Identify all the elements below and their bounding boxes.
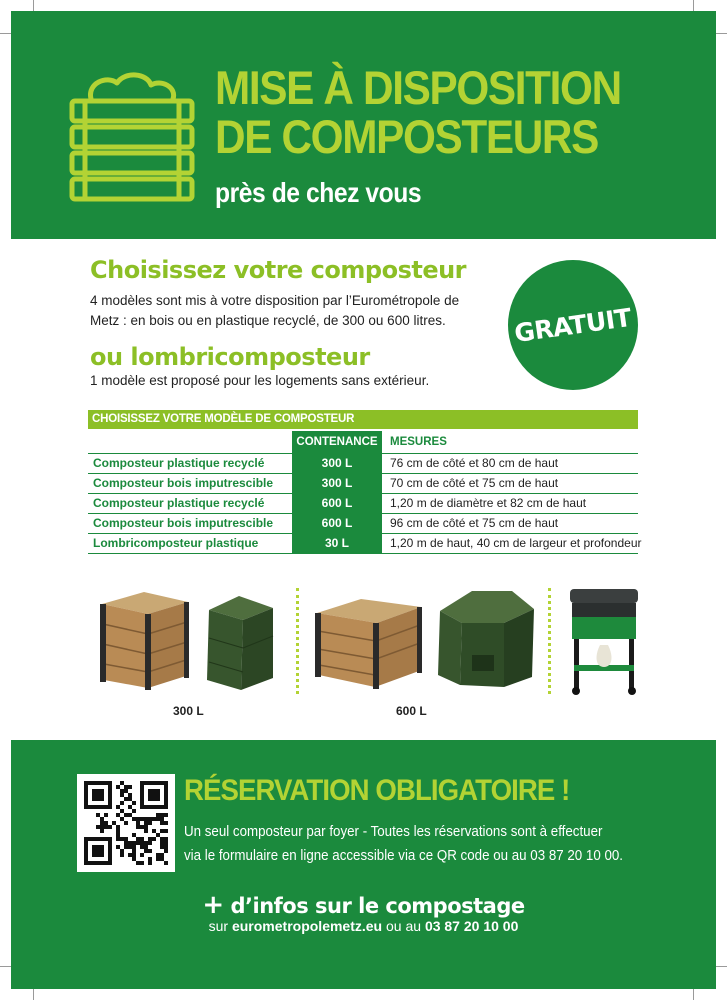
heading-choose-composter: Choisissez votre composteur (90, 256, 467, 284)
table-row (88, 534, 642, 554)
plastic-composter-600-image (432, 585, 538, 691)
qr-code-image (84, 781, 168, 865)
row-name: Lombricomposteur plastique (93, 536, 259, 550)
heading-lombricomposteur: ou lombricomposteur (90, 343, 370, 371)
table-title: CHOISISSEZ VOTRE MODÈLE DE COMPOSTEUR (88, 410, 638, 429)
row-capacity: 600 L (292, 514, 382, 533)
table-header-capacity: CONTENANCE (292, 431, 382, 453)
website-link[interactable]: eurometropolemetz.eu (231, 918, 383, 934)
row-name: Composteur plastique recyclé (93, 496, 265, 510)
worm-composter-image (566, 585, 642, 697)
reservation-title: RÉSERVATION OBLIGATOIRE ! (184, 774, 570, 807)
plastic-composter-300-image (203, 592, 277, 694)
table-row (88, 474, 638, 494)
wood-composter-600-image (313, 595, 425, 690)
intro-text-2: 1 modèle est proposé pour les logements sans extérieur. (90, 373, 430, 388)
more-info-heading: + d’infos sur le compostage (202, 890, 525, 920)
row-name: Composteur bois imputrescible (93, 516, 274, 530)
separator-dots (548, 588, 554, 694)
row-measures: 76 cm de côté et 80 cm de haut (390, 456, 559, 470)
row-measures: 96 cm de côté et 75 cm de haut (390, 516, 559, 530)
caption-300l: 300 L (173, 704, 204, 718)
row-capacity: 300 L (292, 474, 382, 493)
plus-icon: + (202, 890, 224, 920)
row-measures: 1,20 m de diamètre et 82 cm de haut (390, 496, 587, 510)
phone-number[interactable]: 03 87 20 10 00 (424, 918, 519, 934)
qr-code[interactable] (77, 774, 175, 872)
separator-dots (296, 588, 302, 694)
header-banner (11, 11, 716, 239)
composter-icon (69, 69, 199, 209)
contact-line: sur eurometropolemetz.eu ou au 03 87 20 10 00 (208, 918, 519, 934)
footer-banner (11, 740, 716, 989)
intro-text-1: 4 modèles sont mis à votre disposition par l’Eurométropole de Metz : en bois ou en plastique recyclé, de 300 ou 600 litres. (90, 293, 460, 328)
page-title: MISE À DISPOSITION DE COMPOSTEURS (215, 61, 621, 163)
table-row (88, 494, 638, 514)
free-badge-label: GRATUIT (512, 302, 634, 348)
row-measures: 70 cm de côté et 75 cm de haut (390, 476, 559, 490)
row-capacity: 300 L (292, 454, 382, 473)
wood-composter-300-image (96, 590, 192, 694)
row-name: Composteur plastique recyclé (93, 456, 265, 470)
caption-600l: 600 L (396, 704, 427, 718)
table-row (88, 454, 638, 474)
row-name: Composteur bois imputrescible (93, 476, 274, 490)
row-capacity: 600 L (292, 494, 382, 513)
reservation-text: Un seul composteur par foyer - Toutes les réservations sont à effectuer via le formulaire en ligne accessible via ce QR code ou au 03 87 20 10 00. (184, 824, 624, 864)
row-measures: 1,20 m de haut, 40 cm de largeur et profondeur (390, 536, 642, 550)
free-badge (508, 260, 638, 390)
page-subtitle: près de chez vous (215, 177, 422, 208)
row-capacity: 30 L (292, 534, 382, 553)
table-row (88, 514, 638, 534)
table-header-measures: MESURES (390, 436, 447, 448)
